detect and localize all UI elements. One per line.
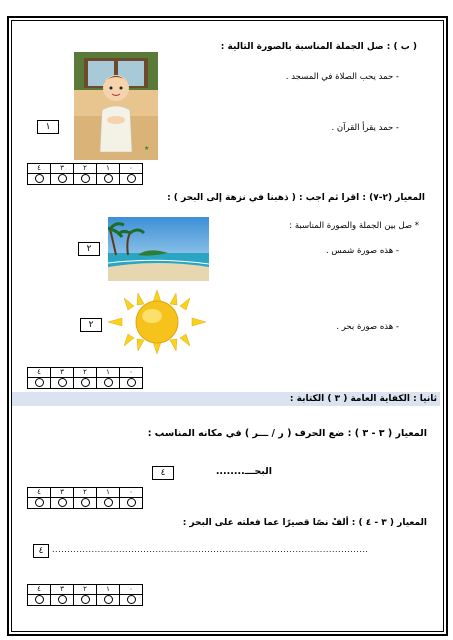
rubric-score: ٠ [120,585,143,595]
score-circle[interactable] [104,595,113,604]
score-circle[interactable] [81,498,90,507]
section-b-heading: ( ب ) : صل الجملة المناسبة بالصورة التالية : [220,42,417,52]
rubric-score: ٢ [74,164,97,174]
section-two-heading: ثانيا : الكفاية العامة ( ٣ ) الكتابة : [289,394,437,404]
score-box: ٤ [33,544,49,558]
sun-image [108,290,206,354]
criterion-7-line-2: - هذه صورة بحر . [336,322,399,332]
rubric-score: ٣ [51,368,74,378]
beach-image [108,217,209,281]
score-box: ٤ [152,466,174,480]
score-circle[interactable] [58,498,67,507]
rubric-score: ١ [97,488,120,498]
score-circle[interactable] [81,174,90,183]
rubric-score: ٤ [28,488,51,498]
criterion-7-instruction: * صل بين الجملة والصورة المناسبة : [289,221,419,231]
score-circle[interactable] [127,174,136,183]
rubric-score: ٠ [120,368,143,378]
section-b-line-1: - حمد يحب الصلاة في المسجد . [285,72,399,82]
score-box: ١ [37,120,59,134]
score-circle[interactable] [104,378,113,387]
score-circle[interactable] [81,378,90,387]
score-circle[interactable] [58,174,67,183]
rubric-score: ٣ [51,164,74,174]
criterion-3-4-heading: المعيار ( ٣ - ٤ ) : ألفْ نصًا قصيرًا عما فعلته على البحر : [182,518,427,528]
score-circle[interactable] [35,595,44,604]
criterion-3-3-heading: المعيار ( ٣ - ٣ ) : ضع الحرف ( ر / ـــر ) في مكانه المناسب : [147,428,427,439]
rubric-score: ٢ [74,368,97,378]
rubric-score: ٠ [120,488,143,498]
writing-line[interactable]: ........................................................................................................ [52,545,369,554]
score-circle[interactable] [35,174,44,183]
rubric-score: ٢ [74,488,97,498]
rubric-score: ٤ [28,164,51,174]
rubric-table [27,367,143,389]
rubric-score: ٤ [28,368,51,378]
score-circle[interactable] [127,378,136,387]
rubric-score: ١ [97,368,120,378]
rubric-score: ٤ [28,585,51,595]
score-circle[interactable] [58,378,67,387]
fill-in-word: البحـــ........ [215,466,272,477]
rubric-score: ١ [97,585,120,595]
rubric-table [27,487,143,509]
score-circle[interactable] [81,595,90,604]
section-b-line-2: - حمد يقرأ القرآن . [331,123,399,133]
score-box: ٢ [80,318,102,332]
rubric-score: ٠ [120,164,143,174]
boy-praying-image [74,52,158,160]
score-circle[interactable] [127,595,136,604]
score-circle[interactable] [127,498,136,507]
score-circle[interactable] [104,174,113,183]
rubric-score: ١ [97,164,120,174]
criterion-7-heading: المعيار (٢-٧) : اقرا ثم اجب : ( ذهبنا في نزهة إلى البحر ) : [167,193,425,203]
rubric-score: ٢ [74,585,97,595]
rubric-score: ٣ [51,585,74,595]
rubric-table [27,163,143,185]
rubric-score: ٣ [51,488,74,498]
score-box: ٢ [78,242,100,256]
svg-text:★: ★ [144,145,150,152]
score-circle[interactable] [58,595,67,604]
score-circle[interactable] [104,498,113,507]
score-circle[interactable] [35,378,44,387]
rubric-table [27,584,143,606]
criterion-7-line-1: - هذه صورة شمس . [325,246,399,256]
score-circle[interactable] [35,498,44,507]
